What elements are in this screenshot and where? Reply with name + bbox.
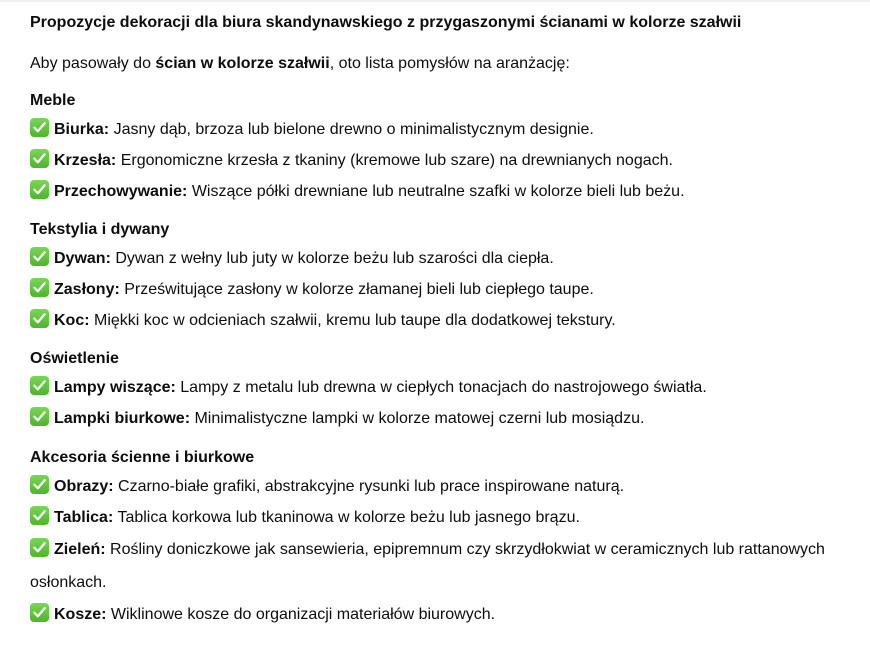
item-label: Lampy wiszące: [54, 379, 176, 396]
item-text: Minimalistyczne lampki w kolorze matowej czerni lub mosiądzu. [190, 410, 645, 427]
item-label: Przechowywanie: [54, 183, 188, 200]
list-item [30, 145, 860, 176]
list-item [30, 533, 860, 599]
item-text: Wiklinowe kosze do organizacji materiałów biurowych. [106, 606, 496, 623]
item-label: Dywan: [54, 250, 111, 267]
check-mark-icon [30, 309, 49, 328]
item-label: Lampki biurkowe: [54, 410, 191, 427]
list-item [30, 305, 860, 336]
list-item [30, 114, 860, 145]
list-item [30, 599, 860, 630]
item-text: Prześwitujące zasłony w kolorze złamanej bieli lub ciepłego taupe. [119, 281, 594, 298]
response-title: Propozycje dekoracji dla biura skandynawskiego z przygaszonymi ścianami w kolorze szałwii [30, 14, 742, 31]
intro-text-before: Aby pasowały do [30, 55, 156, 72]
top-divider [0, 0, 870, 2]
item-label: Zasłony: [54, 281, 120, 298]
list-item [30, 471, 860, 502]
check-mark-icon [30, 247, 49, 266]
check-mark-icon [30, 118, 49, 137]
item-label: Biurka: [54, 121, 110, 138]
list-item [30, 243, 860, 274]
item-label: Obrazy: [54, 478, 114, 495]
item-text: Dywan z wełny lub juty w kolorze beżu lub szarości dla ciepła. [110, 250, 554, 267]
item-text: Tablica korkowa lub tkaninowa w kolorze beżu lub jasnego brązu. [113, 509, 580, 526]
message-content [30, 8, 860, 630]
check-mark-icon [30, 376, 49, 395]
list-item [30, 274, 860, 305]
item-text: Wiszące półki drewniane lub neutralne szafki w kolorze bieli lub beżu. [187, 183, 685, 200]
item-label: Tablica: [54, 509, 114, 526]
item-text: Lampy z metalu lub drewna w ciepłych tonacjach do nastrojowego światła. [175, 379, 707, 396]
check-mark-icon [30, 149, 49, 168]
section-heading: Meble [30, 92, 76, 109]
section-accessories [30, 445, 860, 630]
item-text: Rośliny doniczkowe jak sansewieria, epipremnum czy skrzydłokwiat w ceramicznych lub rattanowych osłonkach. [30, 541, 825, 591]
check-mark-icon [30, 407, 49, 426]
check-mark-icon [30, 538, 49, 557]
list-item [30, 372, 860, 403]
item-label: Krzesła: [54, 152, 117, 169]
item-label: Kosze: [54, 606, 107, 623]
check-mark-icon [30, 278, 49, 297]
check-mark-icon [30, 603, 49, 622]
item-text: Ergonomiczne krzesła z tkaniny (kremowe lub szare) na drewnianych nogach. [116, 152, 673, 169]
item-text: Czarno-białe grafiki, abstrakcyjne rysunki lub prace inspirowane naturą. [113, 478, 625, 495]
item-text: Jasny dąb, brzoza lub bielone drewno o minimalistycznym designie. [109, 121, 594, 138]
section-heading: Akcesoria ścienne i biurkowe [30, 449, 255, 466]
check-mark-icon [30, 506, 49, 525]
intro-paragraph [30, 51, 860, 77]
section-heading: Oświetlenie [30, 350, 119, 367]
item-label: Zieleń: [54, 541, 106, 558]
check-mark-icon [30, 180, 49, 199]
item-label: Koc: [54, 312, 90, 329]
section-lighting [30, 346, 860, 434]
list-item [30, 403, 860, 434]
intro-text-after: , oto lista pomysłów na aranżację: [329, 55, 570, 72]
section-furniture [30, 88, 860, 207]
check-mark-icon [30, 475, 49, 494]
list-item [30, 176, 860, 207]
intro-text-bold: ścian w kolorze szałwii [155, 55, 330, 72]
section-textiles [30, 217, 860, 336]
list-item [30, 502, 860, 533]
section-heading: Tekstylia i dywany [30, 221, 170, 238]
item-text: Miękki koc w odcieniach szałwii, kremu lub taupe dla dodatkowej tekstury. [89, 312, 616, 329]
